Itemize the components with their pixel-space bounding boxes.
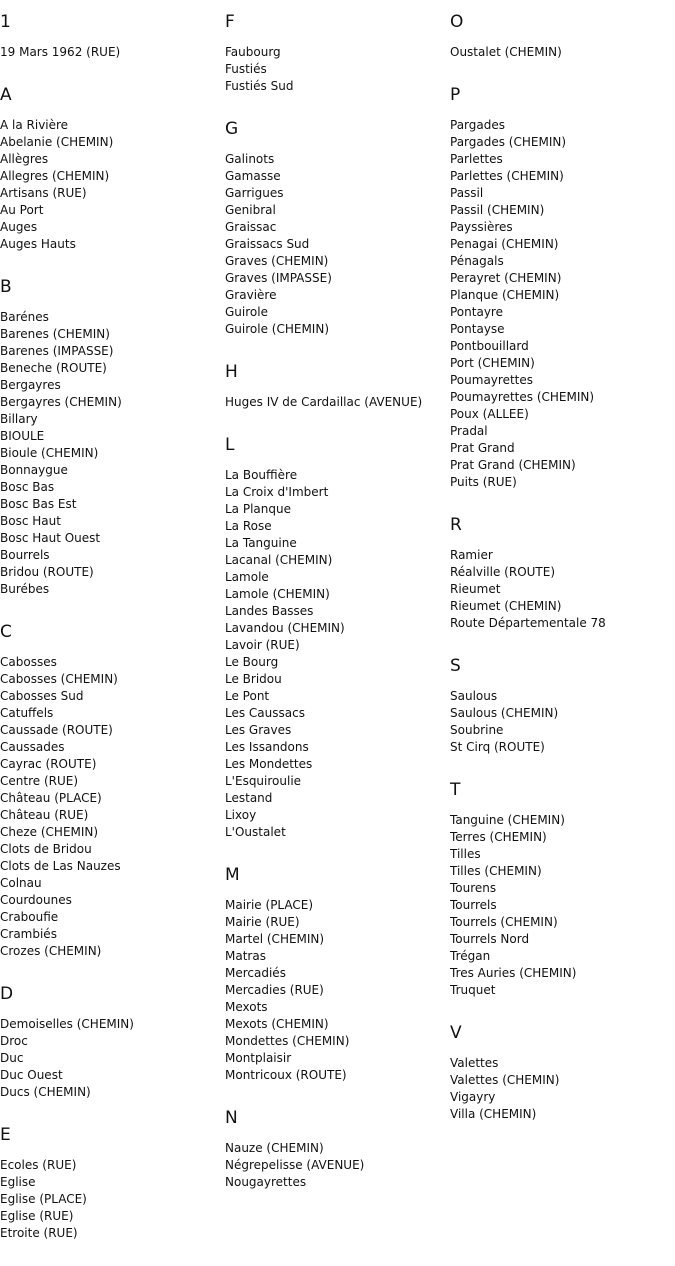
section-letter-heading: L <box>225 435 235 455</box>
street-name: Bridou (ROUTE) <box>0 565 94 579</box>
street-list <box>225 151 445 338</box>
street-name: Genibral <box>225 203 276 217</box>
street-name: Tourrels Nord <box>450 932 530 946</box>
street-name: Eglise (RUE) <box>0 1209 74 1223</box>
section-letter-heading: M <box>225 865 240 885</box>
street-name: Oustalet (CHEMIN) <box>450 45 562 59</box>
street-name: Etroite (RUE) <box>0 1226 78 1240</box>
street-name: Cabosses Sud <box>0 689 84 703</box>
street-name: Cabosses (CHEMIN) <box>0 672 118 686</box>
street-name: Auges Hauts <box>0 237 76 251</box>
street-name: Eglise <box>0 1175 36 1189</box>
street-name: Duc <box>0 1051 24 1065</box>
street-name: Demoiselles (CHEMIN) <box>0 1017 134 1031</box>
section-letter-heading: O <box>450 12 464 32</box>
letter-section <box>0 1125 220 1242</box>
street-name: Nauze (CHEMIN) <box>225 1141 324 1155</box>
street-name: Pargades (CHEMIN) <box>450 135 567 149</box>
street-name: L'Esquiroulie <box>225 774 302 788</box>
section-letter-heading: D <box>0 984 14 1004</box>
street-name: Le Pont <box>225 689 270 703</box>
street-list <box>450 812 675 999</box>
letter-section <box>450 780 675 999</box>
street-name: Nougayrettes <box>225 1175 307 1189</box>
section-letter-heading: B <box>0 277 12 297</box>
street-name: La Rose <box>225 519 272 533</box>
street-name: Pargades <box>450 118 505 132</box>
section-letter-heading: V <box>450 1023 462 1043</box>
street-name: Puits (RUE) <box>450 475 517 489</box>
street-name: La Croix d'Imbert <box>225 485 329 499</box>
street-name: Négrepelisse (AVENUE) <box>225 1158 365 1172</box>
street-list <box>225 467 445 841</box>
street-list <box>0 117 220 253</box>
street-name: Barenes (CHEMIN) <box>0 327 110 341</box>
street-name: Artisans (RUE) <box>0 186 87 200</box>
street-list <box>225 897 445 1084</box>
street-list <box>450 117 675 491</box>
street-name: Payssières <box>450 220 513 234</box>
street-name: St Cirq (ROUTE) <box>450 740 545 754</box>
street-name: Ecoles (RUE) <box>0 1158 77 1172</box>
street-name: Poumayrettes <box>450 373 533 387</box>
street-list <box>450 44 675 61</box>
street-name: Saulous <box>450 689 498 703</box>
street-name: Ducs (CHEMIN) <box>0 1085 91 1099</box>
street-list <box>0 1016 220 1101</box>
street-name: Trégan <box>450 949 491 963</box>
letter-section <box>225 865 445 1084</box>
street-name: Ramier <box>450 548 493 562</box>
street-index-column-2 <box>225 0 445 1215</box>
street-name: Montplaisir <box>225 1051 292 1065</box>
street-name: Fustiés <box>225 62 267 76</box>
street-name: Penagai (CHEMIN) <box>450 237 559 251</box>
street-name: Mairie (PLACE) <box>225 898 314 912</box>
street-name: Tourrels (CHEMIN) <box>450 915 558 929</box>
street-name: Crambiés <box>0 927 57 941</box>
street-name: Tourrels <box>450 898 497 912</box>
letter-section <box>450 12 675 61</box>
street-name: Caussade (ROUTE) <box>0 723 113 737</box>
street-name: Mercadies (RUE) <box>225 983 324 997</box>
street-name: Guirole (CHEMIN) <box>225 322 329 336</box>
street-list <box>0 44 220 61</box>
section-letter-heading: A <box>0 85 12 105</box>
street-name: Mairie (RUE) <box>225 915 300 929</box>
street-name: Lavoir (RUE) <box>225 638 300 652</box>
street-name: Passil (CHEMIN) <box>450 203 545 217</box>
letter-section <box>225 12 445 95</box>
street-name: Pénagals <box>450 254 504 268</box>
street-list <box>0 654 220 960</box>
letter-section <box>450 1023 675 1123</box>
street-name: Château (RUE) <box>0 808 89 822</box>
street-name: Bioule (CHEMIN) <box>0 446 99 460</box>
street-name: Mexots <box>225 1000 268 1014</box>
street-list <box>225 44 445 95</box>
street-name: Lamole (CHEMIN) <box>225 587 330 601</box>
section-letter-heading: R <box>450 515 462 535</box>
street-name: Le Bourg <box>225 655 279 669</box>
street-name: Bosc Haut <box>0 514 61 528</box>
street-list <box>225 394 445 411</box>
street-name: Guirole <box>225 305 268 319</box>
street-name: Tres Auries (CHEMIN) <box>450 966 577 980</box>
letter-section <box>0 12 220 61</box>
section-letter-heading: N <box>225 1108 238 1128</box>
street-list <box>225 1140 445 1191</box>
letter-section <box>0 277 220 598</box>
street-name: Allègres <box>0 152 49 166</box>
street-name: Bonnaygue <box>0 463 68 477</box>
street-name: Clots de Las Nauzes <box>0 859 121 873</box>
street-list <box>450 1055 675 1123</box>
street-name: Gamasse <box>225 169 281 183</box>
street-name: Centre (RUE) <box>0 774 79 788</box>
letter-section <box>225 1108 445 1191</box>
street-name: Villa (CHEMIN) <box>450 1107 537 1121</box>
street-name: Pontayse <box>450 322 505 336</box>
street-name: Tilles <box>450 847 481 861</box>
street-name: Bergayres <box>0 378 61 392</box>
street-name: Lamole <box>225 570 269 584</box>
street-list <box>0 1157 220 1242</box>
street-name: Matras <box>225 949 266 963</box>
street-name: Port (CHEMIN) <box>450 356 535 370</box>
street-name: Fustiés Sud <box>225 79 294 93</box>
street-name: Landes Basses <box>225 604 314 618</box>
street-name: Poux (ALLEE) <box>450 407 529 421</box>
letter-section <box>450 85 675 491</box>
street-name: Duc Ouest <box>0 1068 63 1082</box>
street-name: Prat Grand <box>450 441 515 455</box>
street-name: Mercadiés <box>225 966 286 980</box>
street-name: Les Caussacs <box>225 706 305 720</box>
street-name: Cayrac (ROUTE) <box>0 757 97 771</box>
section-letter-heading: 1 <box>0 12 11 32</box>
street-name: Gravière <box>225 288 277 302</box>
section-letter-heading: H <box>225 362 238 382</box>
street-name: Burébes <box>0 582 50 596</box>
street-name: Caussades <box>0 740 65 754</box>
street-name: Catuffels <box>0 706 54 720</box>
street-name: Réalville (ROUTE) <box>450 565 556 579</box>
section-letter-heading: F <box>225 12 235 32</box>
street-name: Bosc Haut Ouest <box>0 531 101 545</box>
street-name: Pradal <box>450 424 488 438</box>
street-name: Galinots <box>225 152 275 166</box>
street-name: Au Port <box>0 203 44 217</box>
street-index-column-3 <box>450 0 675 1147</box>
section-letter-heading: P <box>450 85 461 105</box>
street-name: Les Issandons <box>225 740 309 754</box>
street-name: Colnau <box>0 876 42 890</box>
street-index-column-1 <box>0 0 220 1266</box>
street-name: Droc <box>0 1034 28 1048</box>
street-list <box>0 309 220 598</box>
street-name: Auges <box>0 220 38 234</box>
street-name: Valettes <box>450 1056 499 1070</box>
street-name: Graves (IMPASSE) <box>225 271 332 285</box>
street-name: Bosc Bas Est <box>0 497 77 511</box>
street-name: Mondettes (CHEMIN) <box>225 1034 350 1048</box>
street-name: Tilles (CHEMIN) <box>450 864 542 878</box>
street-name: Les Graves <box>225 723 292 737</box>
street-name: Graves (CHEMIN) <box>225 254 329 268</box>
street-name: Crozes (CHEMIN) <box>0 944 102 958</box>
street-name: Montricoux (ROUTE) <box>225 1068 347 1082</box>
street-name: Les Mondettes <box>225 757 313 771</box>
street-name: Château (PLACE) <box>0 791 102 805</box>
street-name: Allegres (CHEMIN) <box>0 169 110 183</box>
street-name: Tanguine (CHEMIN) <box>450 813 565 827</box>
street-name: Bosc Bas <box>0 480 55 494</box>
street-name: Passil <box>450 186 484 200</box>
section-letter-heading: T <box>450 780 461 800</box>
street-name: Prat Grand (CHEMIN) <box>450 458 576 472</box>
street-name: Terres (CHEMIN) <box>450 830 547 844</box>
street-name: Abelanie (CHEMIN) <box>0 135 114 149</box>
street-name: Planque (CHEMIN) <box>450 288 560 302</box>
street-name: A la Rivière <box>0 118 69 132</box>
street-name: Barenes (IMPASSE) <box>0 344 114 358</box>
street-name: Billary <box>0 412 38 426</box>
street-name: Soubrine <box>450 723 504 737</box>
section-letter-heading: G <box>225 119 239 139</box>
street-name: Bourrels <box>0 548 50 562</box>
street-name: Rieumet <box>450 582 501 596</box>
section-letter-heading: E <box>0 1125 11 1145</box>
letter-section <box>450 656 675 756</box>
street-name: Truquet <box>450 983 496 997</box>
street-name: Lavandou (CHEMIN) <box>225 621 345 635</box>
street-name: Rieumet (CHEMIN) <box>450 599 562 613</box>
letter-section <box>225 362 445 411</box>
letter-section <box>0 622 220 960</box>
street-name: Eglise (PLACE) <box>0 1192 87 1206</box>
street-name: Bergayres (CHEMIN) <box>0 395 122 409</box>
street-name: Clots de Bridou <box>0 842 92 856</box>
street-name: Pontbouillard <box>450 339 529 353</box>
street-name: Mexots (CHEMIN) <box>225 1017 329 1031</box>
letter-section <box>0 85 220 253</box>
street-name: Tourens <box>450 881 497 895</box>
street-name: Craboufie <box>0 910 59 924</box>
street-name: L'Oustalet <box>225 825 286 839</box>
street-name: BIOULE <box>0 429 45 443</box>
street-name: Barénes <box>0 310 49 324</box>
letter-section <box>0 984 220 1101</box>
street-name: Valettes (CHEMIN) <box>450 1073 560 1087</box>
letter-section <box>450 515 675 632</box>
street-name: Parlettes (CHEMIN) <box>450 169 564 183</box>
street-name: Pontayre <box>450 305 503 319</box>
street-name: Vigayry <box>450 1090 496 1104</box>
street-list <box>450 688 675 756</box>
street-name: Graissac <box>225 220 277 234</box>
letter-section <box>225 119 445 338</box>
section-letter-heading: C <box>0 622 12 642</box>
street-name: La Bouffière <box>225 468 298 482</box>
street-name: Poumayrettes (CHEMIN) <box>450 390 595 404</box>
street-name: Lixoy <box>225 808 257 822</box>
street-name: Route Départementale 78 <box>450 616 606 630</box>
street-name: Perayret (CHEMIN) <box>450 271 562 285</box>
letter-section <box>225 435 445 841</box>
street-name: Graissacs Sud <box>225 237 310 251</box>
street-name: Cabosses <box>0 655 57 669</box>
street-name: Lacanal (CHEMIN) <box>225 553 333 567</box>
street-name: Faubourg <box>225 45 281 59</box>
street-list <box>450 547 675 632</box>
street-name: Beneche (ROUTE) <box>0 361 107 375</box>
street-name: Cheze (CHEMIN) <box>0 825 99 839</box>
street-name: La Planque <box>225 502 291 516</box>
section-letter-heading: S <box>450 656 461 676</box>
street-name: 19 Mars 1962 (RUE) <box>0 45 121 59</box>
street-name: La Tanguine <box>225 536 297 550</box>
street-name: Parlettes <box>450 152 503 166</box>
street-name: Martel (CHEMIN) <box>225 932 325 946</box>
street-name: Garrigues <box>225 186 284 200</box>
street-name: Saulous (CHEMIN) <box>450 706 559 720</box>
street-name: Courdounes <box>0 893 72 907</box>
street-name: Huges IV de Cardaillac (AVENUE) <box>225 395 423 409</box>
street-name: Lestand <box>225 791 273 805</box>
street-name: Le Bridou <box>225 672 282 686</box>
